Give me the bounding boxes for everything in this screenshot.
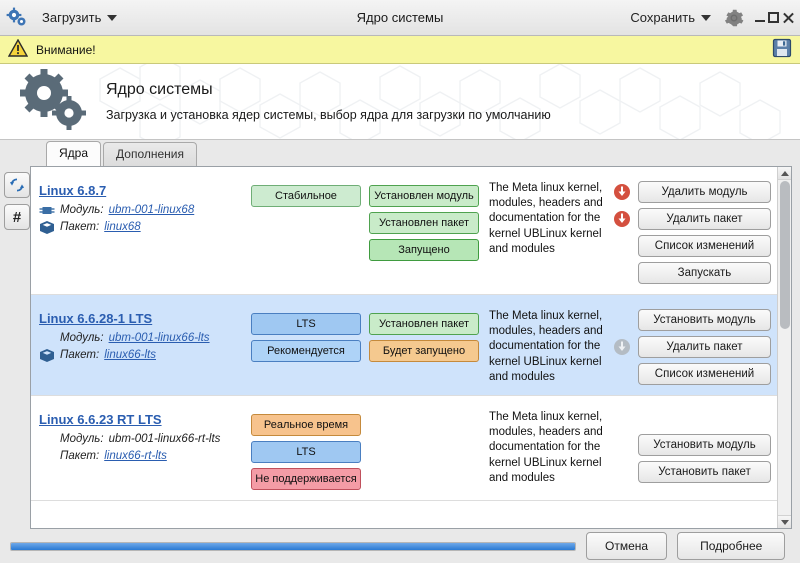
kernel-description: The Meta linux kernel, modules, headers and documentation for the kernel UBLinux kernel and modules [489, 411, 603, 484]
tab-additions[interactable] [103, 142, 197, 166]
tab-kernels[interactable] [46, 141, 101, 166]
title-bar-right [624, 7, 794, 29]
banner-gears-icon [14, 67, 90, 136]
refresh-button[interactable] [4, 172, 30, 198]
chevron-down-icon [107, 15, 117, 21]
kernel-actions [611, 406, 771, 483]
kernel-badges-left [251, 406, 361, 490]
status-badge: Запущено [369, 239, 479, 261]
chevron-down-icon [701, 15, 711, 21]
tab-strip [0, 140, 800, 166]
scrollbar-down-button[interactable] [778, 515, 791, 528]
tab-kernels-label: Ядра [59, 146, 89, 160]
cancel-button[interactable]: Отмена [586, 532, 667, 560]
kernel-info [39, 177, 251, 237]
action-row [611, 181, 771, 203]
remove-package-button[interactable]: Удалить пакет [638, 208, 771, 230]
close-icon[interactable] [782, 12, 794, 24]
title-bar-left [6, 7, 123, 29]
action-row [611, 434, 771, 456]
status-badge: Рекомендуется [251, 340, 361, 362]
kernel-description: The Meta linux kernel, modules, headers and documentation for the kernel UBLinux kernel and modules [489, 310, 603, 383]
warning-text: Внимание! [36, 42, 96, 57]
status-badge: Установлен модуль [369, 185, 479, 207]
scrollbar-up-button[interactable] [778, 167, 791, 180]
delete-grey-icon [611, 338, 633, 356]
table-row[interactable] [31, 396, 777, 501]
warning-triangle-icon [8, 39, 28, 60]
save-menu-label: Сохранить [630, 10, 695, 25]
title-bar [0, 0, 800, 36]
kernel-info [39, 305, 251, 365]
details-button[interactable]: Подробнее [677, 532, 785, 560]
install-package-button[interactable]: Установить пакет [638, 461, 771, 483]
main-content [0, 166, 800, 529]
status-badge: LTS [251, 441, 361, 463]
warning-bar [0, 36, 800, 64]
kernel-name-link[interactable]: Linux 6.6.23 RT LTS [39, 412, 162, 427]
kernel-badges-right [369, 305, 479, 362]
install-module-button[interactable]: Установить модуль [638, 434, 771, 456]
install-module-button[interactable]: Установить модуль [638, 309, 771, 331]
kernel-description: The Meta linux kernel, modules, headers and documentation for the kernel UBLinux kernel and modules [489, 182, 603, 255]
delete-red-icon [611, 210, 633, 228]
changelog-button[interactable]: Список изменений [638, 363, 771, 385]
kernel-module-line [39, 331, 251, 345]
page-header-banner [0, 64, 800, 140]
kernel-module-line [39, 432, 251, 446]
chevron-up-icon [781, 171, 789, 176]
module-label: Модуль: [60, 332, 104, 344]
app-logo-gears-icon [6, 7, 28, 29]
kernel-info [39, 406, 251, 466]
kernel-package-line [39, 348, 251, 362]
status-badge: Установлен пакет [369, 212, 479, 234]
maximize-icon[interactable] [768, 12, 779, 23]
action-row [611, 363, 771, 385]
kernel-package-line [39, 449, 251, 463]
module-link[interactable]: ubm-001-linux66-lts [108, 332, 210, 344]
module-label: Модуль: [60, 204, 104, 216]
package-label: Пакет: [60, 450, 100, 462]
package-link[interactable]: linux66-lts [104, 349, 156, 361]
tab-additions-label: Дополнения [116, 147, 184, 161]
kernel-package-line [39, 220, 251, 234]
kernel-module-line [39, 203, 251, 217]
action-row [611, 262, 771, 284]
remove-module-button[interactable]: Удалить модуль [638, 181, 771, 203]
banner-subtitle: Загрузка и установка ядер системы, выбор ядра для загрузки по умолчанию [106, 108, 551, 122]
kernel-list-panel [30, 166, 792, 529]
banner-text-block [106, 81, 551, 122]
module-name: ubm-001-linux66-rt-lts [108, 433, 221, 445]
load-menu-button[interactable] [36, 7, 123, 28]
package-label: Пакет: [60, 221, 100, 233]
kernel-name-link[interactable]: Linux 6.8.7 [39, 183, 107, 198]
table-row[interactable] [31, 167, 777, 295]
banner-title: Ядро системы [106, 81, 213, 98]
status-badge: Не поддерживается [251, 468, 361, 490]
save-menu-button[interactable] [624, 7, 717, 28]
footer-bar [0, 529, 800, 563]
hash-icon: # [12, 208, 22, 226]
status-badge: Будет запущено [369, 340, 479, 362]
hash-button[interactable] [4, 204, 30, 230]
run-button[interactable]: Запускать [638, 262, 771, 284]
remove-package-button[interactable]: Удалить пакет [638, 336, 771, 358]
changelog-button[interactable]: Список изменений [638, 235, 771, 257]
chevron-down-icon [781, 520, 789, 525]
table-row[interactable] [31, 295, 777, 396]
settings-gear-icon[interactable] [723, 7, 745, 29]
kernel-actions [611, 177, 771, 284]
package-box-icon [39, 220, 55, 234]
progress-bar [10, 542, 576, 551]
window-title: Ядро системы [356, 10, 444, 25]
refresh-icon [9, 177, 25, 193]
action-row [611, 309, 771, 331]
status-badge: Установлен пакет [369, 313, 479, 335]
status-badge: Стабильное [251, 185, 361, 207]
save-floppy-icon[interactable] [772, 38, 792, 61]
list-scrollbar[interactable] [777, 167, 791, 528]
package-box-icon [39, 348, 55, 362]
package-link[interactable]: linux68 [104, 221, 141, 233]
delete-red-icon [611, 183, 633, 201]
minimize-icon[interactable] [755, 12, 765, 23]
action-row [611, 235, 771, 257]
module-chip-icon [39, 203, 55, 217]
kernel-name-link[interactable]: Linux 6.6.28-1 LTS [39, 311, 153, 326]
action-row [611, 336, 771, 358]
kernel-badges-left [251, 177, 361, 207]
kernel-badges-right [369, 177, 479, 261]
scrollbar-thumb[interactable] [780, 181, 790, 329]
load-menu-label: Загрузить [42, 10, 102, 25]
package-link[interactable]: linux66-rt-lts [104, 450, 167, 462]
module-label: Модуль: [60, 433, 104, 445]
status-badge: LTS [251, 313, 361, 335]
kernel-list [31, 167, 777, 528]
kernel-actions [611, 305, 771, 385]
progress-bar-fill [11, 543, 575, 550]
status-badge: Реальное время [251, 414, 361, 436]
action-row [611, 461, 771, 483]
action-row [611, 208, 771, 230]
window-controls [755, 12, 794, 24]
kernel-badges-right [369, 406, 479, 414]
kernel-badges-left [251, 305, 361, 362]
left-toolbar [4, 166, 30, 529]
package-label: Пакет: [60, 349, 100, 361]
module-link[interactable]: ubm-001-linux68 [108, 204, 195, 216]
